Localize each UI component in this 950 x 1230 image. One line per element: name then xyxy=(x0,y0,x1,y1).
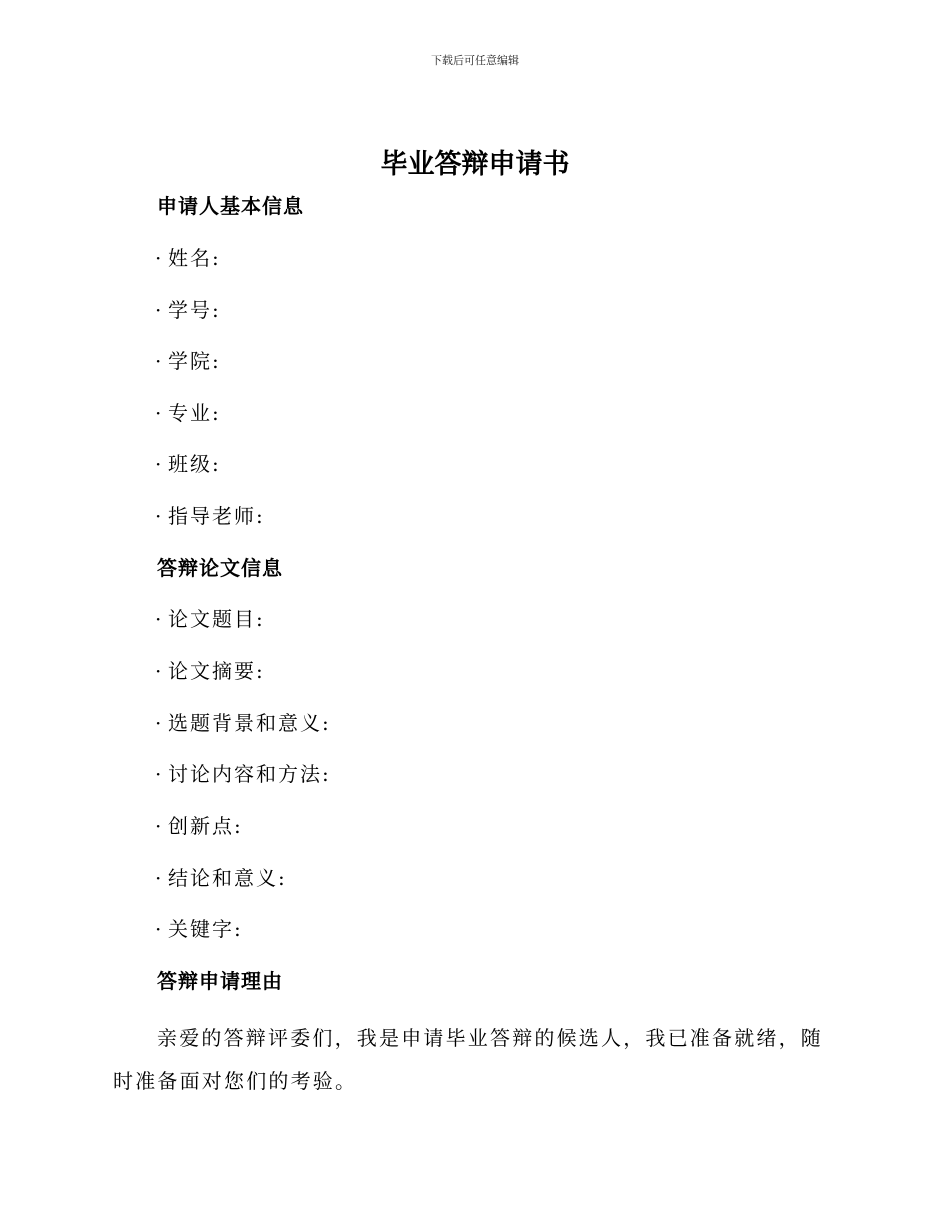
field-label: 学号: xyxy=(168,298,221,322)
field-label: 论文题目: xyxy=(168,607,265,631)
bullet: · xyxy=(155,452,164,476)
page-header: 下载后可任意编辑 xyxy=(431,54,519,67)
bullet: · xyxy=(155,917,164,941)
bullet: · xyxy=(155,401,164,425)
field-thesis-abstract xyxy=(155,657,265,685)
bullet: · xyxy=(155,607,164,631)
field-student-id xyxy=(155,296,221,324)
field-label: 班级: xyxy=(168,452,221,476)
bullet: · xyxy=(155,762,164,786)
field-major xyxy=(155,399,221,427)
field-label: 学院: xyxy=(168,349,221,373)
field-college xyxy=(155,347,221,375)
field-label: 论文摘要: xyxy=(168,659,265,683)
field-content-methods xyxy=(155,760,331,788)
field-innovations xyxy=(155,812,243,840)
bullet: · xyxy=(155,711,164,735)
field-advisor xyxy=(155,502,265,530)
section-heading-applicant-info: 申请人基本信息 xyxy=(157,194,304,218)
bullet: · xyxy=(155,659,164,683)
field-keywords xyxy=(155,915,243,943)
field-name xyxy=(155,244,221,272)
bullet: · xyxy=(155,814,164,838)
section-heading-thesis-info: 答辩论文信息 xyxy=(157,556,283,580)
bullet: · xyxy=(155,349,164,373)
field-conclusions xyxy=(155,864,287,892)
application-reason-paragraph: 亲爱的答辩评委们，我是申请毕业答辩的候选人，我已准备就绪，随时准备面对您们的考验。 xyxy=(113,1026,823,1093)
field-label: 姓名: xyxy=(168,246,221,270)
field-label: 关键字: xyxy=(168,917,243,941)
field-label: 创新点: xyxy=(168,814,243,838)
field-thesis-title xyxy=(155,605,265,633)
field-label: 指导老师: xyxy=(168,504,265,528)
bullet: · xyxy=(155,504,164,528)
document-title: 毕业答辩申请书 xyxy=(380,149,570,180)
field-label: 结论和意义: xyxy=(168,866,287,890)
field-class xyxy=(155,450,221,478)
field-label: 讨论内容和方法: xyxy=(168,762,331,786)
section-heading-application-reason: 答辩申请理由 xyxy=(157,969,283,993)
bullet: · xyxy=(155,298,164,322)
field-topic-background xyxy=(155,709,331,737)
field-label: 专业: xyxy=(168,401,221,425)
bullet: · xyxy=(155,246,164,270)
field-label: 选题背景和意义: xyxy=(168,711,331,735)
bullet: · xyxy=(155,866,164,890)
